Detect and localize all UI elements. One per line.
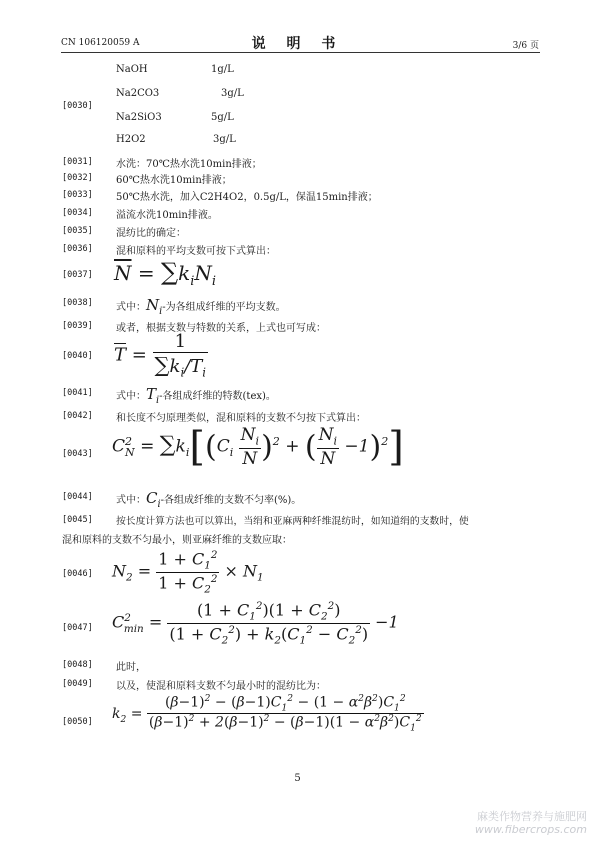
para-num: [0043] bbox=[62, 449, 93, 459]
formula-cmin: $C^2_{min}$ = $\frac{(1 + C_1^2)(1 + C_2^2)}{(1 + C_2^2) + k_2(C_1^2 - C_2^2)}$ −1 bbox=[112, 600, 399, 647]
para-text: 此时， bbox=[116, 662, 146, 673]
para-num: [0039] bbox=[62, 321, 93, 331]
para-num: [0035] bbox=[62, 226, 93, 236]
para-num: [0048] bbox=[62, 660, 93, 670]
para-num: [0050] bbox=[62, 717, 93, 727]
para-text: 式中：$N_i-$为各组成纤维的平均支数。 bbox=[116, 296, 286, 317]
para-num: [0046] bbox=[62, 569, 93, 579]
para-num: [0045] bbox=[62, 515, 93, 525]
para-num: [0041] bbox=[62, 388, 93, 398]
formula-mean-count: $\overline{N} = \sum k_iN_i$ bbox=[114, 258, 217, 289]
para-text: 式中：$C_i-$各组成纤维的支数不匀率(%)。 bbox=[116, 489, 302, 510]
para-text: 以及，使混和原料支数不匀最小时的混纺比为： bbox=[116, 681, 326, 692]
para-num: [0036] bbox=[62, 244, 93, 254]
recipe-amount: 1g/L bbox=[211, 64, 234, 75]
recipe-chem: NaOH bbox=[116, 64, 148, 75]
para-num: [0031] bbox=[62, 157, 93, 167]
watermark-title: 麻类作物营养与施肥网 bbox=[477, 810, 587, 823]
watermark-url: www.fibercrops.com bbox=[474, 823, 587, 836]
para-text: 或者，根据支数与特数的关系，上式也可写成： bbox=[116, 323, 326, 334]
formula-count-cv: $C^2_N = \sum k_i[(C_i$ $\frac{N_i}{N}$ )$^2$ + ( $\frac{N_i}{N}$ −1)$^2$] bbox=[112, 424, 404, 470]
page-title: 说 明 书 bbox=[251, 36, 344, 52]
para-text: 溢流水洗10min排液。 bbox=[116, 210, 218, 221]
para-num: [0049] bbox=[62, 679, 93, 689]
page-number: 5 bbox=[294, 773, 301, 784]
recipe-chem: Na2CO3 bbox=[116, 88, 160, 99]
para-num: [0047] bbox=[62, 623, 93, 633]
para-text: 水洗：70℃热水洗10min排液； bbox=[116, 159, 262, 170]
para-num: [0030] bbox=[62, 101, 93, 111]
para-text: 混和原料的支数不匀最小，则亚麻纤维的支数应取： bbox=[62, 535, 292, 546]
para-num: [0034] bbox=[62, 208, 93, 218]
recipe-chem: H2O2 bbox=[116, 134, 146, 145]
para-text: 混纺比的确定： bbox=[116, 228, 186, 239]
para-text: 混和原料的平均支数可按下式算出： bbox=[116, 246, 276, 257]
doc-number: CN 106120059 A bbox=[61, 38, 140, 48]
formula-n2: $N_2$ = $\frac{1 + C_1^2}{1 + C_2^2}$ × $N_1$ bbox=[112, 549, 264, 596]
recipe-amount: 3g/L bbox=[213, 134, 236, 145]
recipe-chem: Na2SiO3 bbox=[116, 112, 162, 123]
recipe-amount: 3g/L bbox=[221, 88, 244, 99]
formula-k2: $k_2$ = $\frac{(\beta-1)^2 - (\beta-1)C_1^2 - (1 - \alpha^2\beta^2)C_1^2}{(\beta-1)^2 + 2(\beta-1)^2 - (\beta-1)(1 - \alpha^2\beta^2)C_1^2}$ bbox=[112, 694, 422, 734]
para-num: [0033] bbox=[62, 190, 93, 200]
para-num: [0038] bbox=[62, 298, 93, 308]
header-rule bbox=[61, 52, 540, 53]
para-num: [0042] bbox=[62, 411, 93, 421]
recipe-amount: 5g/L bbox=[211, 112, 234, 123]
para-text: 和长度不匀原理类似，混和原料的支数不匀按下式算出： bbox=[116, 413, 366, 424]
page-of: 3/6 页 bbox=[512, 41, 539, 51]
para-text: 按长度计算方法也可以算出，当绢和亚麻两种纤维混纺时，如知道绢的支数时，使 bbox=[116, 516, 469, 527]
formula-mean-tex: $\overline{T}$ = $\frac{1}{\sum k_i/T_i}$ bbox=[114, 331, 207, 380]
para-num: [0044] bbox=[62, 492, 93, 502]
para-num: [0037] bbox=[62, 270, 93, 280]
para-num: [0040] bbox=[62, 351, 93, 361]
para-num: [0032] bbox=[62, 173, 93, 183]
para-text: 式中：$T_i-$各组成纤维的特数(tex)。 bbox=[116, 385, 276, 406]
para-text: 50℃热水洗，加入C2H4O2，0.5g/L，保温15min排液； bbox=[116, 192, 378, 203]
para-text: 60℃热水洗10min排液； bbox=[116, 175, 232, 186]
